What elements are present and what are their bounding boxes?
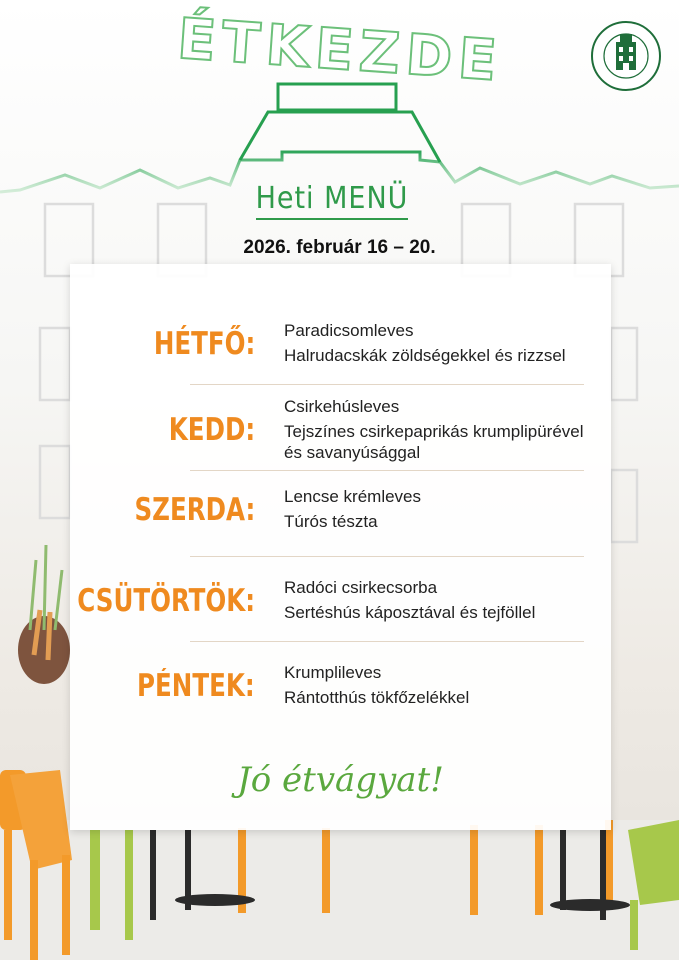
meal-item: Csirkehúsleves — [284, 397, 400, 416]
subtitle-box — [234, 168, 430, 232]
divider — [190, 384, 584, 385]
date-range: 2026. február 16 – 20. — [243, 237, 436, 258]
menu-subtitle: Heti MENÜ — [256, 181, 409, 220]
day-label: PÉNTEK: — [137, 668, 255, 704]
school-seal-icon — [590, 20, 662, 92]
meal-item: Halrudacskák zöldségekkel és rizzsel — [284, 346, 566, 365]
page-title: ÉTKEZDE — [175, 6, 505, 95]
divider — [190, 556, 584, 557]
meal-list — [284, 320, 604, 370]
closing-greeting: Jó étvágyat! — [237, 760, 444, 800]
meal-list — [284, 396, 604, 467]
meal-item: Krumplileves — [284, 663, 382, 682]
day-label: CSÜTÖRTÖK: — [77, 583, 255, 619]
divider — [190, 470, 584, 471]
meal-list — [284, 662, 604, 712]
meal-item: Radóci csirkecsorba — [284, 578, 438, 597]
meal-list — [284, 577, 604, 627]
day-label: KEDD: — [168, 412, 255, 448]
meal-item: Tejszínes csirkepaprikás krumplipürével és savanyúsággal — [284, 422, 584, 462]
meal-item: Túrós tészta — [284, 512, 378, 531]
divider — [190, 641, 584, 642]
meal-item: Sertéshús káposztával és tejföllel — [284, 603, 536, 622]
meal-list — [284, 486, 604, 536]
day-label: HÉTFŐ: — [153, 326, 255, 362]
meal-item: Paradicsomleves — [284, 321, 414, 340]
menu-card — [70, 264, 611, 830]
meal-item: Lencse krémleves — [284, 487, 422, 506]
meal-item: Rántotthús tökfőzelékkel — [284, 688, 470, 707]
day-label: SZERDA: — [134, 492, 255, 528]
